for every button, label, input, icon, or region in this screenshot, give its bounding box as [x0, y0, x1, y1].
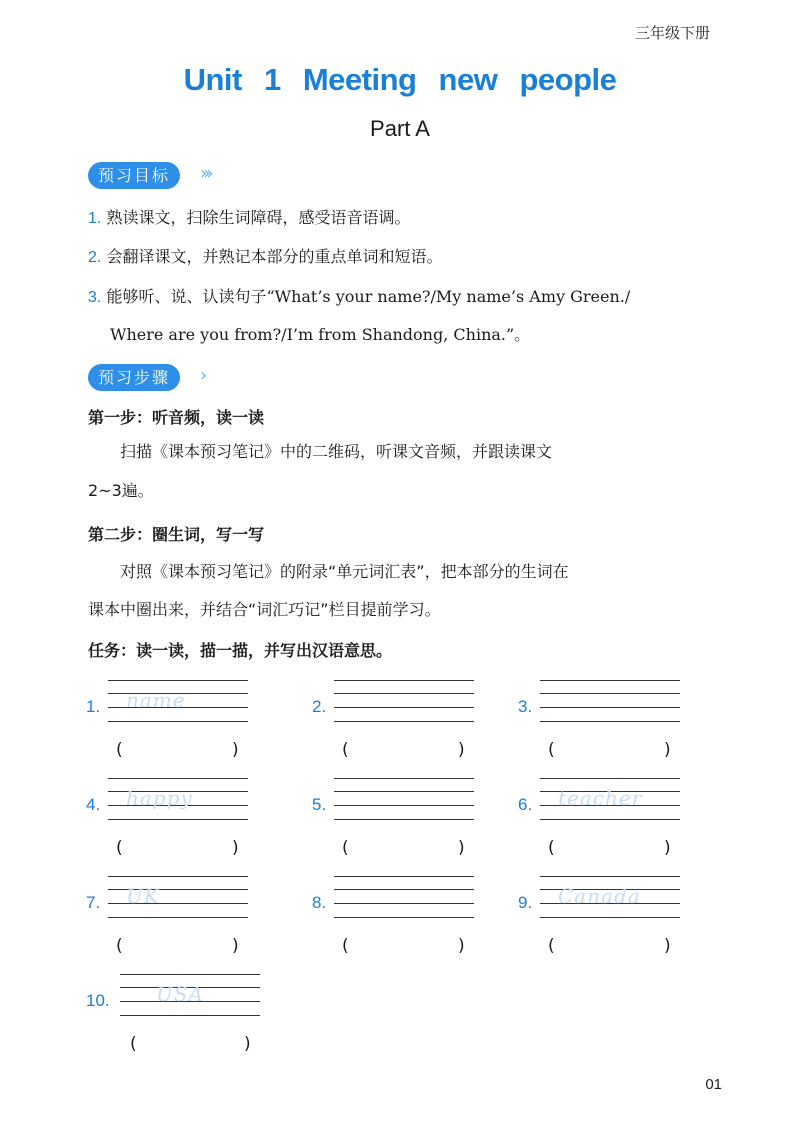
- meaning-paren-open[interactable]: (: [342, 838, 349, 858]
- step2-line1: 对照《课本预习笔记》的附录“单元词汇表”，把本部分的生词在: [120, 562, 569, 581]
- meaning-paren-close: ): [232, 936, 239, 956]
- writing-line: [334, 819, 474, 820]
- writing-line: [108, 917, 248, 918]
- writing-line: [334, 707, 474, 708]
- goal-number: 2.: [88, 249, 102, 266]
- writing-line: [540, 917, 680, 918]
- word-item-10: [86, 972, 276, 1072]
- writing-line: [120, 974, 260, 975]
- writing-line: [540, 819, 680, 820]
- word-item-2: [312, 678, 502, 778]
- writing-line: [540, 693, 680, 694]
- step1-paragraph: [88, 433, 718, 470]
- goal-item-3: [88, 284, 630, 307]
- chevron-icon: ›: [200, 365, 204, 386]
- writing-line: [108, 778, 248, 779]
- word-number: 10.: [86, 991, 110, 1010]
- goal-number: 3.: [88, 289, 102, 306]
- goal-text: 能够听、说、认读句子“What’s your name?/My name’s Amy Green./: [106, 287, 631, 306]
- double-chevron-icon: ›››: [200, 163, 210, 184]
- grade-label: 三年级下册: [634, 24, 710, 42]
- meaning-paren-open[interactable]: (: [116, 936, 123, 956]
- writing-line: [540, 680, 680, 681]
- meaning-paren-close: ): [458, 936, 465, 956]
- meaning-paren-open[interactable]: (: [342, 936, 349, 956]
- goal-item-2: [88, 244, 442, 267]
- word-item-6: [518, 776, 708, 876]
- writing-line: [108, 721, 248, 722]
- writing-line: [120, 1015, 260, 1016]
- writing-line: [334, 805, 474, 806]
- writing-line: [540, 778, 680, 779]
- writing-line: [334, 778, 474, 779]
- word-number: 9.: [518, 893, 533, 912]
- trace-word: UK: [126, 884, 160, 908]
- word-item-4: [86, 776, 276, 876]
- meaning-paren-close: ): [664, 936, 671, 956]
- meaning-paren-close: ): [244, 1034, 251, 1054]
- writing-line: [334, 693, 474, 694]
- writing-line: [108, 680, 248, 681]
- trace-word: name: [126, 688, 186, 712]
- word-number: 1.: [86, 697, 101, 716]
- word-item-5: [312, 776, 502, 876]
- page-number: 01: [705, 1076, 722, 1093]
- goal-item-1: [88, 205, 410, 228]
- meaning-paren-close: ): [664, 740, 671, 760]
- meaning-paren-close: ): [664, 838, 671, 858]
- writing-line: [334, 903, 474, 904]
- meaning-paren-open[interactable]: (: [130, 1034, 137, 1054]
- steps-badge: 预习步骤: [88, 364, 180, 391]
- meaning-paren-open[interactable]: (: [548, 740, 555, 760]
- step2-line2: 课本中圈出来，并结合“词汇巧记”栏目提前学习。: [88, 600, 441, 619]
- writing-line: [334, 721, 474, 722]
- word-number: 4.: [86, 795, 101, 814]
- meaning-paren-open[interactable]: (: [116, 838, 123, 858]
- meaning-paren-open[interactable]: (: [116, 740, 123, 760]
- word-number: 5.: [312, 795, 327, 814]
- word-number: 7.: [86, 893, 101, 912]
- step2-heading: 第二步：圈生词，写一写: [88, 525, 265, 544]
- meaning-paren-open[interactable]: (: [342, 740, 349, 760]
- word-number: 8.: [312, 893, 327, 912]
- word-item-8: [312, 874, 502, 974]
- writing-line: [334, 680, 474, 681]
- meaning-paren-open[interactable]: (: [548, 838, 555, 858]
- meaning-paren-close: ): [458, 740, 465, 760]
- word-number: 3.: [518, 697, 533, 716]
- writing-line: [108, 876, 248, 877]
- meaning-paren-close: ): [458, 838, 465, 858]
- writing-line: [108, 819, 248, 820]
- meaning-paren-close: ): [232, 838, 239, 858]
- writing-line: [334, 876, 474, 877]
- goal-text: 会翻译课文，并熟记本部分的重点单词和短语。: [106, 247, 443, 266]
- trace-word: happy: [126, 786, 193, 810]
- goal-text: 熟读课文，扫除生词障碍，感受语音语调。: [106, 208, 411, 227]
- step1-line2: 2~3遍。: [88, 481, 154, 500]
- trace-word: teacher: [558, 786, 643, 810]
- meaning-paren-close: ): [232, 740, 239, 760]
- word-number: 6.: [518, 795, 533, 814]
- step1-heading: 第一步：听音频，读一读: [88, 408, 265, 427]
- word-item-9: [518, 874, 708, 974]
- word-number: 2.: [312, 697, 327, 716]
- trace-word: USA: [156, 982, 204, 1006]
- writing-line: [334, 791, 474, 792]
- goals-badge: 预习目标: [88, 162, 180, 189]
- writing-line: [540, 721, 680, 722]
- trace-word: Canada: [558, 884, 641, 908]
- word-item-1: [86, 678, 276, 778]
- writing-line: [334, 889, 474, 890]
- word-item-3: [518, 678, 708, 778]
- step1-line1: 扫描《课本预习笔记》中的二维码，听课文音频，并跟读课文: [120, 442, 553, 461]
- word-item-7: [86, 874, 276, 974]
- writing-line: [540, 707, 680, 708]
- goal-number: 1.: [88, 210, 102, 227]
- writing-line: [334, 917, 474, 918]
- part-title: Part A: [370, 116, 430, 141]
- unit-title: Unit 1 Meeting new people: [183, 62, 617, 97]
- goal-item-3-continued: Where are you from?/I’m from Shandong, China.”。: [110, 325, 531, 344]
- step2-paragraph: [88, 553, 718, 590]
- writing-line: [540, 876, 680, 877]
- task-instruction: 任务：读一读，描一描，并写出汉语意思。: [88, 641, 393, 660]
- meaning-paren-open[interactable]: (: [548, 936, 555, 956]
